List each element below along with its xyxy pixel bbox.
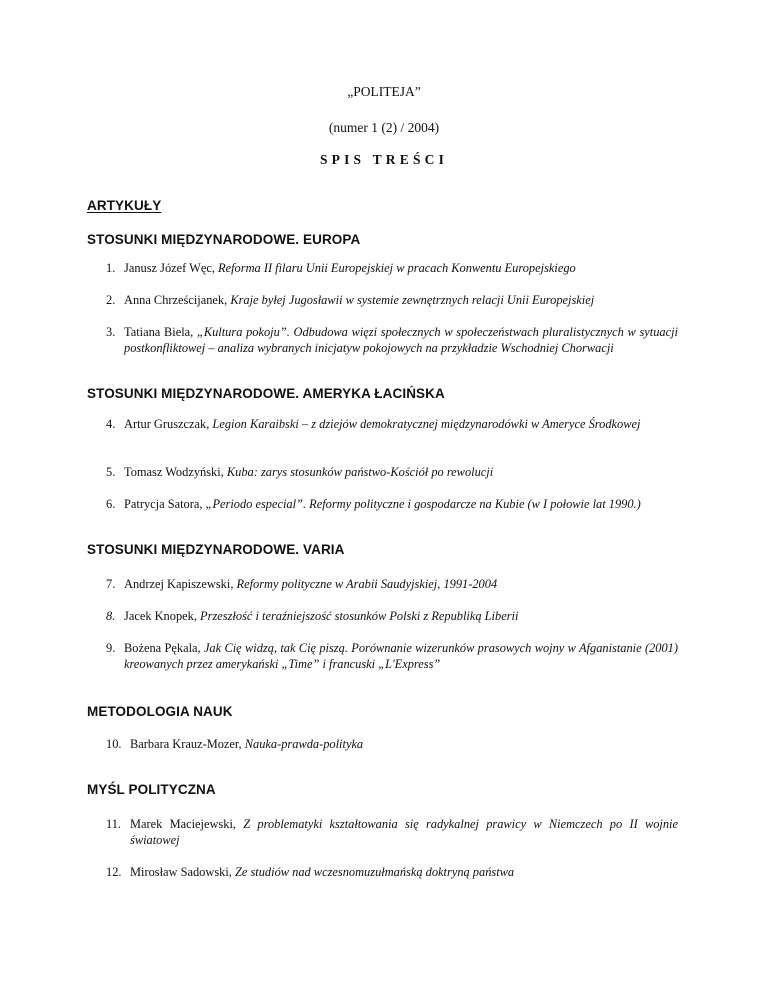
toc-entry bbox=[106, 608, 678, 624]
toc-entry bbox=[106, 464, 678, 480]
toc-entry bbox=[106, 736, 678, 752]
section-heading: STOSUNKI MIĘDZYNARODOWE. VARIA bbox=[87, 542, 345, 557]
entry-number: 1. bbox=[106, 261, 116, 275]
section-heading: MYŚL POLITYCZNA bbox=[87, 782, 216, 797]
toc-entry bbox=[106, 576, 678, 592]
entry-title: Przeszłość i teraźniejszość stosunków Polski z Republiką Liberii bbox=[200, 609, 519, 623]
entry-text bbox=[130, 864, 678, 880]
issue-number: (numer 1 (2) / 2004) bbox=[328, 120, 440, 135]
entry-number: 11. bbox=[106, 817, 122, 831]
entry-text bbox=[124, 260, 678, 276]
entry-author: Barbara Krauz-Mozer, bbox=[130, 737, 245, 751]
entry-number: 9. bbox=[106, 641, 116, 655]
entry-title: Reforma II filaru Unii Europejskiej w pracach Konwentu Europejskiego bbox=[218, 261, 576, 275]
entry-author: Anna Chrześcijanek, bbox=[124, 293, 231, 307]
entry-number: 3. bbox=[106, 325, 116, 339]
entry-title: Reformy polityczne w Arabii Saudyjskiej, 1991-2004 bbox=[236, 577, 498, 591]
entry-author: Mirosław Sadowski, bbox=[130, 865, 235, 879]
entry-text bbox=[124, 640, 678, 672]
entry-number: 8. bbox=[106, 609, 116, 623]
entry-text bbox=[130, 736, 678, 752]
toc-entry bbox=[106, 292, 678, 308]
entry-author: Tatiana Biela, bbox=[124, 325, 197, 339]
entry-author: Bożena Pękala, bbox=[124, 641, 204, 655]
toc-entry bbox=[106, 260, 678, 276]
entry-text bbox=[124, 324, 678, 356]
table-of-contents-title: SPIS TREŚCI bbox=[319, 152, 449, 167]
entry-title: Ze studiów nad wczesnomuzułmańską doktryną państwa bbox=[234, 865, 515, 879]
entry-number: 5. bbox=[106, 465, 116, 479]
entry-text bbox=[124, 292, 678, 308]
entry-author: Janusz Józef Węc, bbox=[124, 261, 219, 275]
entry-title: Jak Cię widzą, tak Cię piszą. Porównanie wizerunków prasowych wojny w Afganistanie (2001) kreowanych przez amerykański „Time” i francuski „L'Express” bbox=[124, 641, 678, 671]
entry-author: Jacek Knopek, bbox=[124, 609, 201, 623]
entry-title: Legion Karaibski – z dziejów demokratycznej międzynarodówki w Ameryce Środkowej bbox=[212, 417, 641, 431]
entry-title: Z problematyki kształtowania się radykalnej prawicy w Niemczech po II wojnie światowej bbox=[130, 817, 678, 847]
entry-number: 7. bbox=[106, 577, 116, 591]
entry-text bbox=[124, 464, 678, 480]
entry-author: Marek Maciejewski, bbox=[130, 817, 244, 831]
section-heading: STOSUNKI MIĘDZYNARODOWE. EUROPA bbox=[87, 232, 361, 247]
entry-number: 4. bbox=[106, 417, 116, 431]
entry-text bbox=[124, 576, 678, 592]
entry-number: 10. bbox=[106, 737, 122, 751]
entry-number: 6. bbox=[106, 497, 116, 511]
section-heading: STOSUNKI MIĘDZYNARODOWE. AMERYKA ŁACIŃSKA bbox=[87, 386, 445, 401]
entry-text bbox=[124, 608, 678, 624]
journal-title: „POLITEJA” bbox=[347, 84, 421, 99]
toc-entry bbox=[106, 416, 678, 432]
entry-title: „Kultura pokoju”. Odbudowa więzi społecznych w społeczeństwach pluralistycznych w sytuacji postkonfliktowej – analiza wybranych inicjatyw pokojowych na przykładzie Wschodniej Chorwacji bbox=[124, 325, 678, 355]
entry-author: Artur Gruszczak, bbox=[124, 417, 213, 431]
entry-title: Nauka-prawda-polityka bbox=[244, 737, 364, 751]
entry-text bbox=[124, 416, 678, 432]
entry-title: „Periodo especial”. Reformy polityczne i gospodarcze na Kubie (w I połowie lat 1990.) bbox=[205, 497, 641, 511]
entry-number: 2. bbox=[106, 293, 116, 307]
toc-entry bbox=[106, 640, 678, 672]
entry-title: Kuba: zarys stosunków państwo-Kościół po rewolucji bbox=[226, 465, 494, 479]
entry-author: Andrzej Kapiszewski, bbox=[124, 577, 237, 591]
toc-entry bbox=[106, 816, 678, 848]
section-heading: METODOLOGIA NAUK bbox=[87, 704, 233, 719]
articles-label: ARTYKUŁY bbox=[87, 198, 162, 213]
toc-entry bbox=[106, 496, 678, 512]
entry-number: 12. bbox=[106, 865, 122, 879]
entry-author: Tomasz Wodzyński, bbox=[124, 465, 227, 479]
toc-entry bbox=[106, 864, 678, 880]
entry-text bbox=[124, 496, 678, 512]
toc-entry bbox=[106, 324, 678, 356]
entry-author: Patrycja Satora, bbox=[124, 497, 206, 511]
entry-text bbox=[130, 816, 678, 848]
entry-title: Kraje byłej Jugosławii w systemie zewnętrznych relacji Unii Europejskiej bbox=[230, 293, 595, 307]
